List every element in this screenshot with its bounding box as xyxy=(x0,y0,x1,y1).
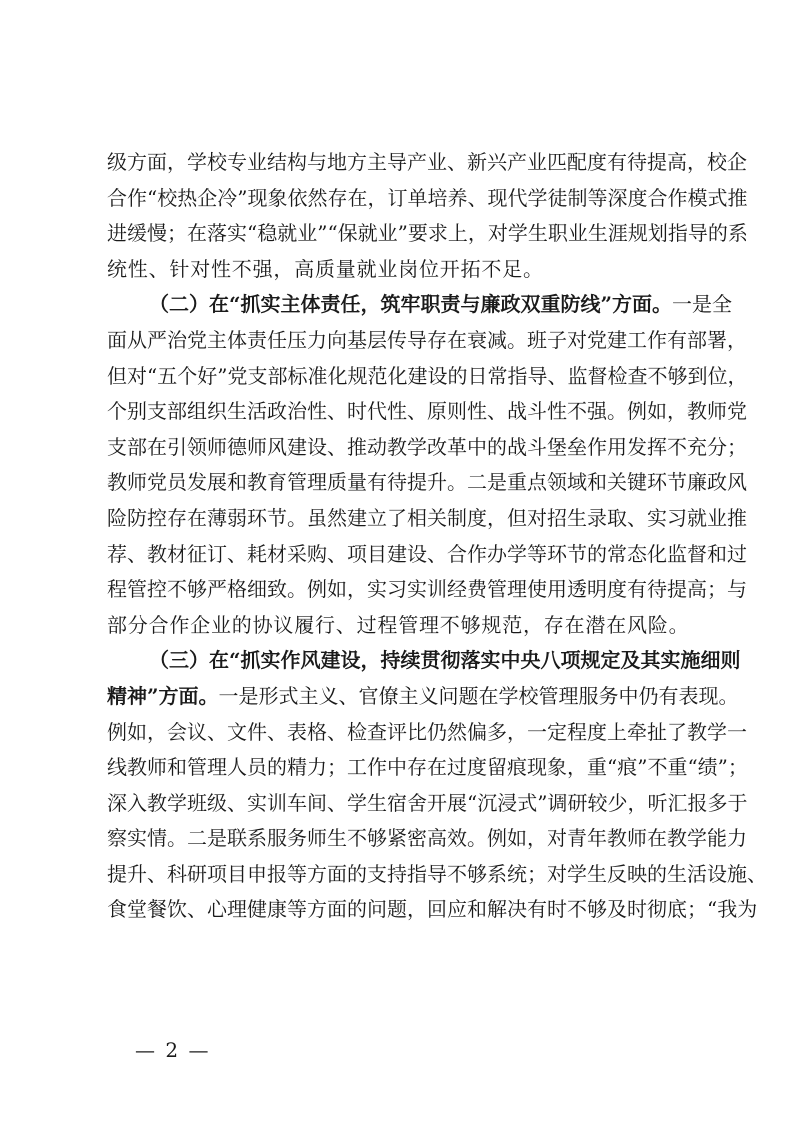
body-text: 程管控不够严格细致。例如，实习实训经费管理使用透明度有待提高；与 xyxy=(107,577,747,602)
text-line xyxy=(107,892,758,928)
text-line xyxy=(107,252,691,288)
body-text: 荐、教材征订、耗材采购、项目建设、合作办学等环节的常态化监督和过 xyxy=(107,541,747,566)
text-line xyxy=(107,857,767,893)
section-heading: 精神”方面。 xyxy=(107,683,219,708)
body-text: 提升、科研项目申报等方面的支持指导不够系统；对学生反映的生活设施、 xyxy=(107,861,767,886)
text-line xyxy=(107,643,741,679)
text-line xyxy=(107,572,747,608)
text-line xyxy=(107,430,747,466)
body-text: 例如，会议、文件、表格、检查评比仍然偏多，一定程度上牵扯了教学一 xyxy=(107,719,747,744)
text-line xyxy=(107,679,739,715)
text-line xyxy=(107,359,748,395)
body-text: 险防控存在薄弱环节。虽然建立了相关制度，但对招生录取、实习就业推 xyxy=(107,505,747,530)
text-line xyxy=(107,394,747,430)
text-line xyxy=(107,465,747,501)
body-text: 食堂餐饮、心理健康等方面的问题，回应和解决有时不够及时彻底；“我为 xyxy=(107,897,758,922)
text-line xyxy=(107,608,691,644)
body-text: 但对“五个好”党支部标准化规范化建设的日常指导、监督检查不够到位， xyxy=(107,363,748,388)
body-text: 深入教学班级、实训车间、学生宿舍开展“沉浸式”调研较少，听汇报多于 xyxy=(107,790,748,815)
body-text: 支部在引领师德师风建设、推动教学改革中的战斗堡垒作用发挥不充分； xyxy=(107,434,747,459)
text-line xyxy=(107,537,747,573)
text-line xyxy=(107,750,748,786)
body-text: 部分合作企业的协议履行、过程管理不够规范，存在潜在风险。 xyxy=(107,612,690,637)
body-text: 合作“校热企冷”现象依然存在，订单培养、现代学徒制等深度合作模式推 xyxy=(107,185,748,210)
body-text: 面从严治党主体责任压力向基层传导存在衰减。班子对党建工作有部署， xyxy=(107,327,747,352)
body-text: 个别支部组织生活政治性、时代性、原则性、战斗性不强。例如，教师党 xyxy=(107,399,747,424)
body-text: 进缓慢；在落实“稳就业”“保就业”要求上，对学生职业生涯规划指导的系 xyxy=(107,221,748,246)
text-line xyxy=(107,715,747,751)
text-line xyxy=(107,287,733,323)
document-body xyxy=(107,145,767,928)
text-line xyxy=(107,145,747,181)
text-line xyxy=(107,786,748,822)
text-line xyxy=(107,323,747,359)
text-line xyxy=(107,181,748,217)
body-text: 察实情。二是联系服务师生不够紧密高效。例如，对青年教师在教学能力 xyxy=(107,826,747,851)
text-line xyxy=(107,501,747,537)
body-text: 一是形式主义、官僚主义问题在学校管理服务中仍有表现。 xyxy=(218,683,739,708)
text-line xyxy=(107,216,748,252)
text-line xyxy=(107,821,747,857)
body-text: 一是全 xyxy=(672,292,733,317)
section-heading: （三）在“抓实作风建设，持续贯彻落实中央八项规定及其实施细则 xyxy=(149,648,741,673)
page-number: — 2 — xyxy=(135,1038,211,1062)
body-text: 级方面，学校专业结构与地方主导产业、新兴产业匹配度有待提高，校企 xyxy=(107,150,747,174)
body-text: 线教师和管理人员的精力；工作中存在过度留痕现象，重“痕”不重“绩”； xyxy=(107,755,748,780)
body-text: 教师党员发展和教育管理质量有待提升。二是重点领域和关键环节廉政风 xyxy=(107,470,747,495)
body-text: 统性、针对性不强，高质量就业岗位开拓不足。 xyxy=(107,256,544,281)
section-heading: （二）在“抓实主体责任，筑牢职责与廉政双重防线”方面。 xyxy=(149,292,673,317)
